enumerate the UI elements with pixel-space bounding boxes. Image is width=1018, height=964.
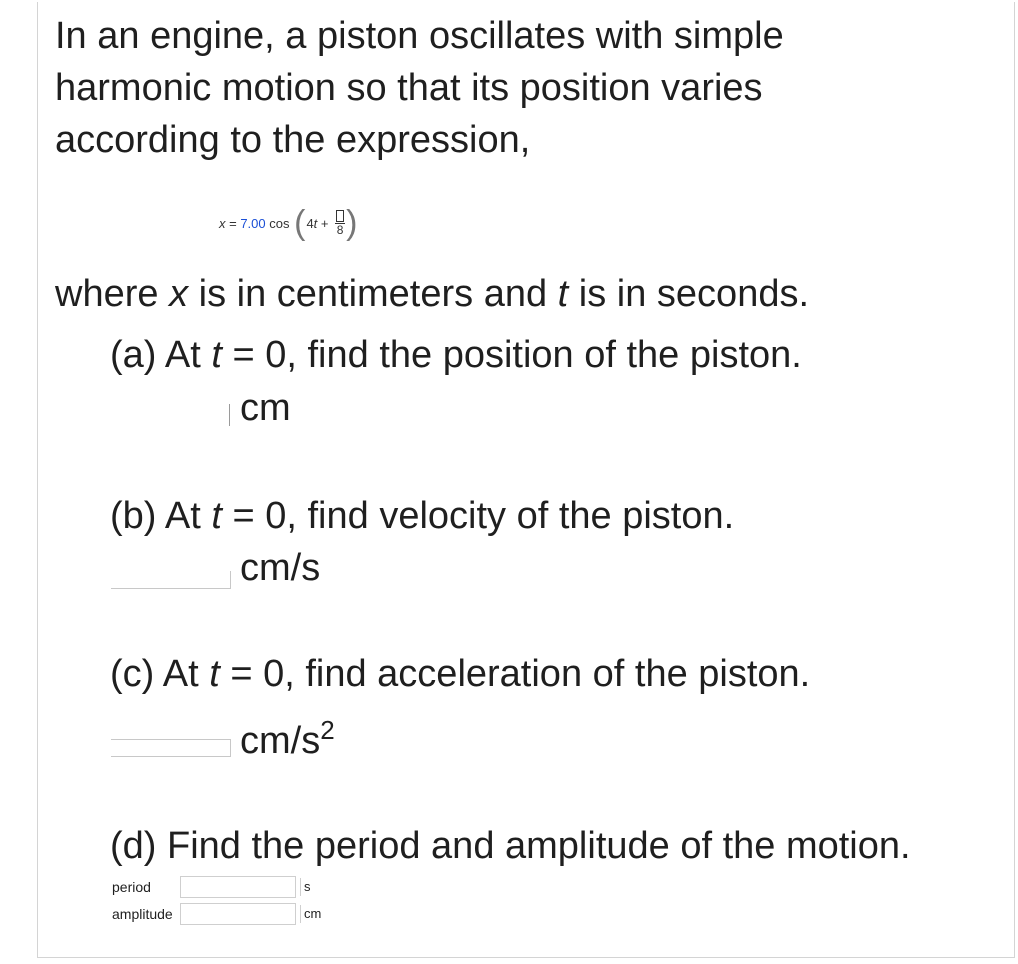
- period-input[interactable]: [180, 876, 296, 898]
- where-suffix: is in seconds.: [568, 273, 810, 315]
- part-b-unit: cm/s: [240, 547, 321, 589]
- equation-x: x: [219, 215, 226, 231]
- part-a-question: [110, 329, 802, 381]
- part-c-t: t: [209, 653, 220, 695]
- part-c-question: [110, 648, 810, 700]
- equation-cos: cos: [265, 215, 294, 231]
- equation-plus: +: [317, 215, 333, 231]
- equation-amplitude: 7.00: [240, 215, 266, 231]
- period-label: period: [112, 879, 151, 895]
- left-paren-icon: (: [294, 204, 306, 242]
- amplitude-label: amplitude: [112, 906, 173, 922]
- right-paren-icon: ): [346, 204, 358, 242]
- equation-t: t: [313, 215, 318, 231]
- missing-glyph-icon: [336, 210, 344, 222]
- intro-line-2: harmonic motion so that its position varies: [55, 67, 763, 109]
- part-b-prefix: (b) At: [110, 495, 212, 537]
- where-x: x: [169, 273, 189, 315]
- phase-fraction: [335, 209, 345, 237]
- amplitude-input[interactable]: [180, 903, 296, 925]
- part-c-unit: [240, 715, 335, 764]
- phase-numerator: [335, 209, 345, 224]
- units-statement: [55, 268, 809, 320]
- equation-omega: 4: [306, 215, 314, 231]
- position-equation: [219, 203, 358, 243]
- phase-denominator: 8: [336, 223, 344, 237]
- where-mid: is in centimeters and: [188, 273, 558, 315]
- part-a-prefix: (a) At: [110, 334, 212, 376]
- part-b-suffix: = 0, find velocity of the piston.: [221, 495, 735, 537]
- part-c-suffix: = 0, find acceleration of the piston.: [219, 653, 811, 695]
- where-prefix: where: [55, 273, 170, 315]
- intro-line-3: according to the expression,: [55, 119, 531, 161]
- equation-equals: =: [225, 215, 241, 231]
- part-b-answer-input[interactable]: [111, 571, 231, 589]
- part-c-unit-exponent: 2: [320, 715, 335, 745]
- part-c-answer-input[interactable]: [111, 739, 231, 757]
- amplitude-unit: cm: [300, 905, 321, 923]
- problem-statement: [55, 10, 955, 166]
- period-unit: s: [300, 878, 311, 896]
- part-b-t: t: [211, 495, 222, 537]
- part-d-question: (d) Find the period and amplitude of the motion.: [110, 825, 911, 867]
- part-a-suffix: = 0, find the position of the piston.: [221, 334, 802, 376]
- part-b-question: [110, 490, 734, 542]
- part-c-unit-base: cm/s: [240, 720, 321, 762]
- part-a-t: t: [211, 334, 222, 376]
- where-t: t: [557, 273, 569, 315]
- part-a-answer-input[interactable]: [229, 404, 230, 426]
- part-a-unit: cm: [240, 387, 291, 429]
- part-c-prefix: (c) At: [110, 653, 210, 695]
- intro-line-1: In an engine, a piston oscillates with simple: [55, 15, 784, 57]
